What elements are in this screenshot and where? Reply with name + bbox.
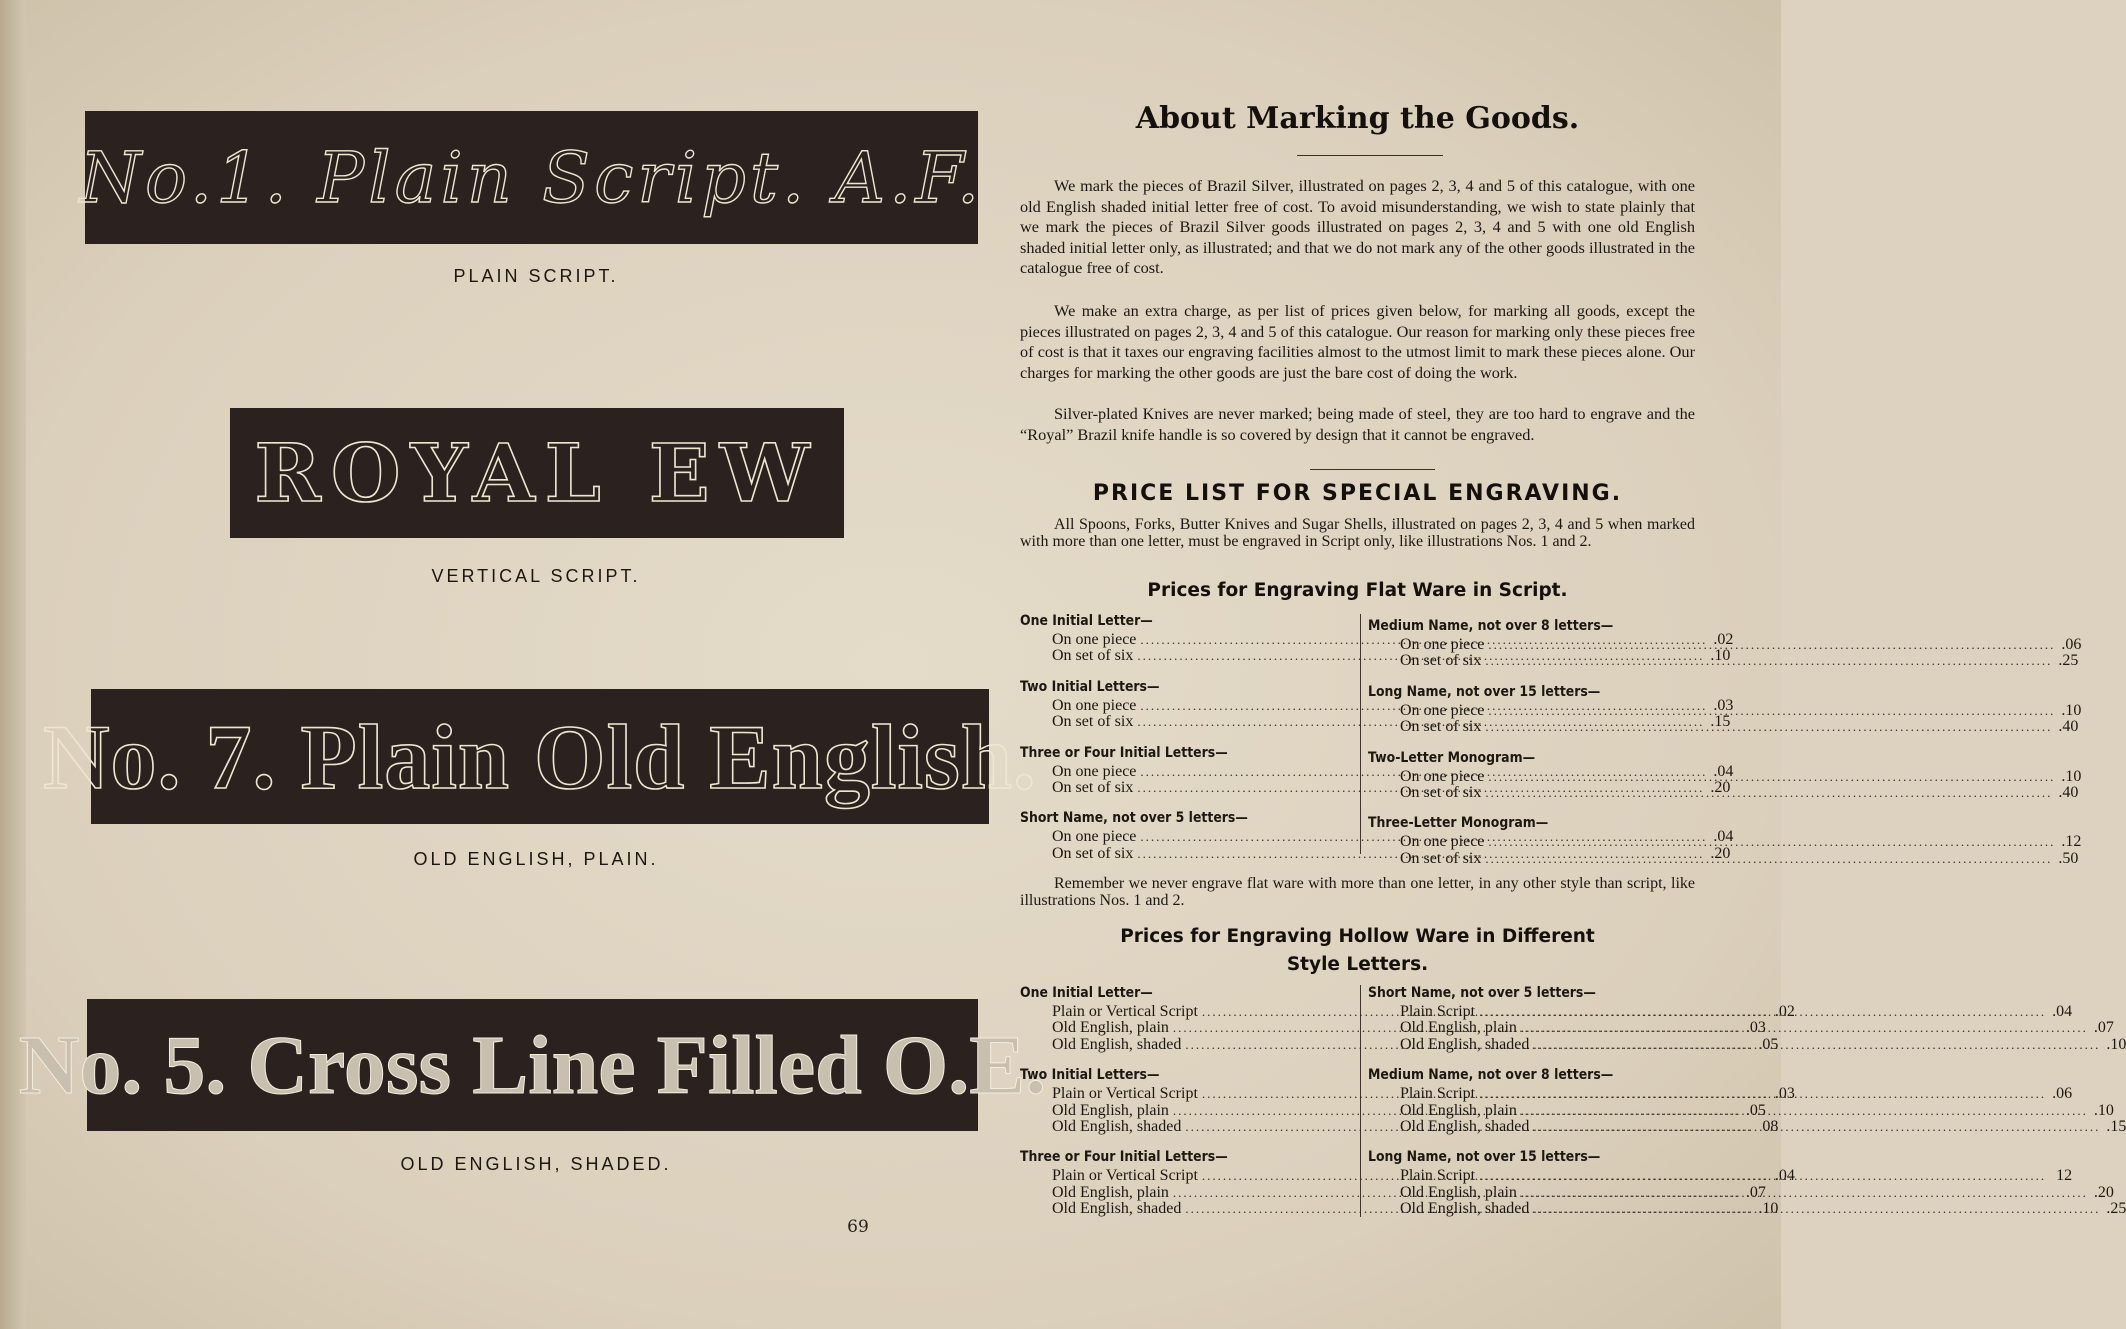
price-value: .40 bbox=[2058, 784, 2079, 802]
price-group-title: Two Initial Letters— bbox=[1020, 678, 1160, 695]
price-row-label: On set of six bbox=[1052, 713, 1134, 731]
price-value: .12 bbox=[2061, 833, 2082, 851]
price-value: .25 bbox=[2106, 1200, 2126, 1218]
price-value: .25 bbox=[2058, 652, 2079, 670]
price-group-title: Three or Four Initial Letters— bbox=[1020, 1149, 1228, 1166]
price-row-label: On set of six bbox=[1400, 652, 1482, 670]
price-row-label: Old English, shaded bbox=[1400, 1118, 1530, 1136]
price-group-title: One Initial Letter— bbox=[1020, 985, 1153, 1001]
plain-script-sample-banner bbox=[79, 111, 984, 244]
price-row-label: Plain or Vertical Script bbox=[1052, 1003, 1198, 1020]
price-row-label: On one piece bbox=[1400, 833, 1485, 851]
price-row-label: Old English, shaded bbox=[1052, 1200, 1182, 1218]
dot-leader bbox=[1485, 851, 2052, 867]
price-row-label: Old English, plain bbox=[1052, 1019, 1169, 1037]
price-row-label: On set of six bbox=[1400, 849, 1482, 867]
price-row-label: Old English, plain bbox=[1400, 1101, 1517, 1119]
price-row-label: On one piece bbox=[1400, 636, 1485, 653]
price-row bbox=[1020, 844, 1731, 862]
dot-leader bbox=[1533, 1201, 2100, 1217]
price-value: .03 bbox=[1713, 696, 1734, 714]
price-value: .06 bbox=[2061, 636, 2082, 653]
hollow-ware-title-line2: Style Letters. bbox=[1286, 954, 1429, 975]
marking-paragraph-2: We make an extra charge, as per list of prices given below, for marking all goods, except the pieces illustrated on pages 2, 3, 4 and 5 of this catalogue. Our reason for marking only these pieces free of cost is that it taxes our engraving facilities almost to the utmost limit to mark these pieces alone. Our charges for marking the other goods are just the bare cost of doing the work. bbox=[1020, 301, 1695, 382]
price-value: .40 bbox=[2058, 718, 2079, 736]
price-group-title: Two Initial Letters— bbox=[1020, 1067, 1160, 1084]
price-row-label: On set of six bbox=[1400, 718, 1482, 736]
price-value: .05 bbox=[1745, 1101, 1766, 1119]
price-group-title: Two-Letter Monogram— bbox=[1368, 749, 1536, 766]
price-value: .15 bbox=[2106, 1118, 2126, 1136]
price-value: .10 bbox=[1758, 1200, 1779, 1218]
price-group-title: Three or Four Initial Letters— bbox=[1020, 744, 1228, 761]
price-row bbox=[1020, 1118, 1779, 1136]
page-heading: About Marking the Goods. bbox=[1135, 101, 1580, 136]
price-row bbox=[1020, 762, 1734, 780]
dot-leader bbox=[1521, 1185, 2088, 1201]
price-list-intro: All Spoons, Forks, Butter Knives and Sugar Shells, illustrated on pages 2, 3, 4 and 5 when marked with more than one letter, must be engraved in Script only, like illustrations Nos. 1 and 2. bbox=[1020, 516, 1695, 550]
price-row-label: Plain Script bbox=[1400, 1167, 1476, 1185]
dot-leader bbox=[1521, 1103, 2088, 1119]
page-number: 69 bbox=[847, 1217, 869, 1237]
dot-leader bbox=[1485, 653, 2052, 669]
book-gutter-shadow bbox=[0, 0, 26, 1329]
price-value: .05 bbox=[1758, 1035, 1779, 1053]
price-group-title: One Initial Letter— bbox=[1020, 613, 1153, 629]
flat-ware-title: Prices for Engraving Flat Ware in Script. bbox=[1147, 580, 1568, 601]
price-row-label: On set of six bbox=[1052, 779, 1134, 797]
price-row bbox=[1020, 713, 1731, 731]
price-row-label: On one piece bbox=[1052, 696, 1137, 714]
price-value: .10 bbox=[2061, 701, 2082, 719]
dot-leader bbox=[1488, 703, 2055, 719]
price-row-label: Plain Script bbox=[1400, 1085, 1476, 1103]
price-value: .10 bbox=[2106, 1035, 2126, 1053]
price-row bbox=[1020, 1035, 1779, 1053]
old-english-shaded-sample-banner bbox=[18, 999, 1047, 1131]
dot-leader bbox=[1479, 1086, 2046, 1102]
price-value: .10 bbox=[2093, 1101, 2114, 1119]
price-value: .03 bbox=[1774, 1085, 1795, 1103]
old-english-plain-caption: OLD ENGLISH, PLAIN. bbox=[413, 849, 659, 869]
price-row bbox=[1020, 631, 1734, 648]
dot-leader bbox=[1479, 1168, 2046, 1184]
price-row-label: On one piece bbox=[1052, 631, 1137, 648]
price-row-label: Old English, shaded bbox=[1400, 1035, 1530, 1053]
marking-paragraph-3: Silver-plated Knives are never marked; being made of steel, they are too hard to engrave and the “Royal” Brazil knife handle is so covered by design that it cannot be engraved. bbox=[1020, 404, 1695, 444]
old-english-shaded-sample-text: No. 5. Cross Line Filled O.E. bbox=[18, 1018, 1047, 1112]
price-row-label: Plain Script bbox=[1400, 1003, 1476, 1020]
price-value: .02 bbox=[1713, 631, 1734, 648]
price-row-label: On one piece bbox=[1052, 828, 1137, 846]
price-value: .06 bbox=[2052, 1085, 2073, 1103]
price-row-label: On one piece bbox=[1400, 767, 1485, 785]
price-row bbox=[1020, 1101, 1766, 1119]
price-row-label: Plain or Vertical Script bbox=[1052, 1167, 1198, 1185]
price-value: .20 bbox=[2093, 1183, 2114, 1201]
section-divider bbox=[1310, 469, 1435, 470]
price-row bbox=[1020, 1200, 1779, 1218]
price-value: .20 bbox=[1710, 779, 1731, 797]
price-group-title: Medium Name, not over 8 letters— bbox=[1368, 618, 1614, 634]
price-row-label: On one piece bbox=[1400, 701, 1485, 719]
price-row-label: Old English, shaded bbox=[1052, 1035, 1182, 1053]
price-row-label: Old English, plain bbox=[1400, 1183, 1517, 1201]
price-group-title: Three-Letter Monogram— bbox=[1368, 815, 1549, 832]
price-value: .03 bbox=[1745, 1019, 1766, 1037]
price-row bbox=[1020, 696, 1734, 714]
dot-leader bbox=[1533, 1037, 2100, 1053]
price-value: .10 bbox=[1710, 647, 1731, 665]
price-row bbox=[1020, 1183, 1766, 1201]
price-value: .07 bbox=[2093, 1019, 2114, 1037]
dot-leader bbox=[1488, 637, 2055, 653]
dot-leader bbox=[1479, 1004, 2046, 1020]
price-row-label: On set of six bbox=[1052, 844, 1134, 862]
price-row-label: Old English, shaded bbox=[1400, 1200, 1530, 1218]
price-value: .20 bbox=[1710, 844, 1731, 862]
vertical-script-sample-banner bbox=[230, 408, 844, 538]
price-value: .04 bbox=[1713, 762, 1734, 780]
price-value: .07 bbox=[1745, 1183, 1766, 1201]
price-value: .04 bbox=[1774, 1167, 1795, 1185]
price-value: .10 bbox=[2061, 767, 2082, 785]
plain-script-sample-text: No.1. Plain Script. A.F. bbox=[79, 136, 984, 219]
old-english-shaded-caption: OLD ENGLISH, SHADED. bbox=[400, 1154, 672, 1174]
price-row-label: Old English, plain bbox=[1052, 1183, 1169, 1201]
price-value: 12 bbox=[2056, 1167, 2073, 1185]
plain-script-caption: PLAIN SCRIPT. bbox=[453, 266, 619, 286]
vertical-script-caption: VERTICAL SCRIPT. bbox=[431, 566, 641, 586]
dot-leader bbox=[1488, 834, 2055, 850]
price-group-title: Short Name, not over 5 letters— bbox=[1368, 985, 1596, 1001]
price-group-title: Long Name, not over 15 letters— bbox=[1368, 683, 1601, 700]
price-value: .15 bbox=[1710, 713, 1731, 731]
price-row-label: Old English, plain bbox=[1052, 1101, 1169, 1119]
price-row bbox=[1020, 828, 1734, 846]
dot-leader bbox=[1485, 719, 2052, 735]
old-english-plain-sample-banner bbox=[43, 689, 1037, 824]
price-list-heading: PRICE LIST FOR SPECIAL ENGRAVING. bbox=[1092, 481, 1623, 506]
price-row bbox=[1020, 1019, 1766, 1037]
price-row-label: On one piece bbox=[1052, 762, 1137, 780]
price-row-label: Plain or Vertical Script bbox=[1052, 1085, 1198, 1103]
price-row-label: On set of six bbox=[1052, 647, 1134, 665]
price-row-label: On set of six bbox=[1400, 784, 1482, 802]
price-value: .04 bbox=[2052, 1003, 2073, 1020]
price-value: .50 bbox=[2058, 849, 2079, 867]
hollow-ware-title-line1: Prices for Engraving Hollow Ware in Different bbox=[1120, 926, 1595, 947]
dot-leader bbox=[1488, 769, 2055, 785]
heading-divider bbox=[1297, 155, 1443, 156]
price-row-label: Old English, plain bbox=[1400, 1019, 1517, 1037]
vertical-script-sample-text: ROYAL EW bbox=[254, 426, 820, 520]
dot-leader bbox=[1521, 1020, 2088, 1036]
price-value: 08 bbox=[1762, 1118, 1779, 1136]
flat-ware-note: Remember we never engrave flat ware with more than one letter, in any other style than script, like illustrations Nos. 1 and 2. bbox=[1020, 875, 1695, 909]
price-group-title: Short Name, not over 5 letters— bbox=[1020, 810, 1248, 827]
price-row bbox=[1020, 779, 1731, 797]
price-value: .02 bbox=[1774, 1003, 1795, 1020]
marking-paragraph-1: We mark the pieces of Brazil Silver, illustrated on pages 2, 3, 4 and 5 of this catalogue, with one old English shaded initial letter free of cost. To avoid misunderstanding, we wish to state plainly that we mark the pieces of Brazil Silver goods illustrated on pages 2, 3, 4 and 5 with one old English shaded initial letter only, as illustrated; and that we do not mark any of the other goods illustrated in the catalogue free of cost. bbox=[1020, 176, 1695, 277]
price-group-title: Medium Name, not over 8 letters— bbox=[1368, 1067, 1614, 1084]
price-row-label: Old English, shaded bbox=[1052, 1118, 1182, 1136]
price-group-title: Long Name, not over 15 letters— bbox=[1368, 1149, 1601, 1166]
dot-leader bbox=[1533, 1119, 2100, 1135]
price-row bbox=[1020, 647, 1731, 665]
price-value: .04 bbox=[1713, 828, 1734, 846]
old-english-plain-sample-text: No. 7. Plain Old English. bbox=[43, 705, 1037, 808]
dot-leader bbox=[1485, 785, 2052, 801]
